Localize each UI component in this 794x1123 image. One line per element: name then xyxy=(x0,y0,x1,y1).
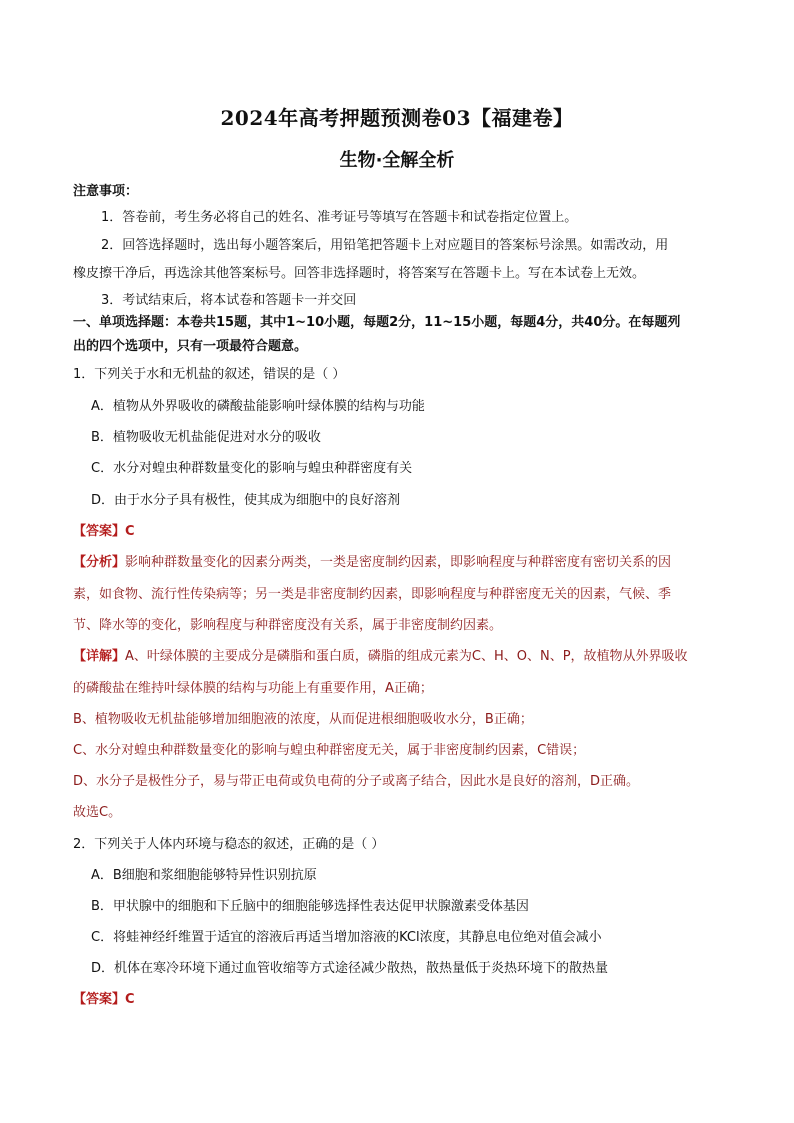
question-1-detail-line-5: D、水分子是极性分子，易与带正电荷或负电荷的分子或离子结合，因此水是良好的溶剂，D正确。 xyxy=(73,774,640,789)
notice-item-2-cont: 橡皮擦干净后，再选涂其他答案标号。回答非选择题时，将答案写在答题卡上。写在本试卷上无效。 xyxy=(73,266,646,281)
question-2-option-b: B．甲状腺中的细胞和下丘脑中的细胞能够选择性表达促甲状腺激素受体基因 xyxy=(91,899,529,914)
question-1-analysis-line-2: 素，如食物、流行性传染病等；另一类是非密度制约因素，即影响程度与种群密度无关的因素，气候、季 xyxy=(73,587,672,602)
question-1-option-b: B．植物吸收无机盐能促进对水分的吸收 xyxy=(91,430,321,445)
question-1-detail-line-6: 故选C。 xyxy=(73,805,122,820)
question-1-stem: 1．下列关于水和无机盐的叙述，错误的是（ ） xyxy=(73,367,346,382)
notice-item-2: 2．回答选择题时，选出每小题答案后，用铅笔把答题卡上对应题目的答案标号涂黑。如需改动，用 xyxy=(101,238,669,253)
answer-tag: 【答案】 xyxy=(73,524,126,539)
question-1-detail-line-4: C、水分对蝗虫种群数量变化的影响与蝗虫种群密度无关，属于非密度制约因素，C错误； xyxy=(73,743,586,758)
question-1-analysis-line-1 xyxy=(73,554,671,572)
question-1-answer xyxy=(73,523,135,541)
answer-value: C xyxy=(125,524,135,539)
notice-item-1: 1．答卷前，考生务必将自己的姓名、准考证号等填写在答题卡和试卷指定位置上。 xyxy=(101,210,578,225)
question-2-option-d: D．机体在寒冷环境下通过血管收缩等方式途径减少散热，散热量低于炎热环境下的散热量 xyxy=(91,961,609,976)
question-1-detail-line-3: B、植物吸收无机盐能够增加细胞液的浓度，从而促进根细胞吸收水分，B正确； xyxy=(73,712,533,727)
detail-tag: 【详解】 xyxy=(73,649,126,664)
question-1-option-c: C．水分对蝗虫种群数量变化的影响与蝗虫种群密度有关 xyxy=(91,461,413,476)
detail-text: A、叶绿体膜的主要成分是磷脂和蛋白质，磷脂的组成元素为C、H、O、N、P，故植物从外界吸收 xyxy=(125,649,688,664)
analysis-tag: 【分析】 xyxy=(73,555,126,570)
question-1-analysis-line-3: 节、降水等的变化，影响程度与种群密度没有关系，属于非密度制约因素。 xyxy=(73,618,503,633)
question-1-option-d: D．由于水分子具有极性，使其成为细胞中的良好溶剂 xyxy=(91,493,401,508)
question-2-option-c: C．将蛙神经纤维置于适宜的溶液后再适当增加溶液的KCl浓度，其静息电位绝对值会减小 xyxy=(91,930,602,945)
question-2-stem: 2．下列关于人体内环境与稳态的叙述，正确的是（ ） xyxy=(73,837,385,852)
question-1-detail-line-1 xyxy=(73,648,688,666)
question-1-option-a: A．植物从外界吸收的磷酸盐能影响叶绿体膜的结构与功能 xyxy=(91,399,425,414)
section-heading: 一、单项选择题：本卷共15题，其中1~10小题，每题2分，11~15小题，每题4分，共40分。在每题列 xyxy=(73,315,681,330)
analysis-text: 影响种群数量变化的因素分两类，一类是密度制约因素，即影响程度与种群密度有密切关系的因 xyxy=(125,555,672,570)
notice-heading: 注意事项： xyxy=(73,184,139,199)
answer-tag: 【答案】 xyxy=(73,992,126,1007)
section-heading-cont: 出的四个选项中，只有一项最符合题意。 xyxy=(73,339,308,354)
page-subtitle: 生物·全解全析 xyxy=(339,150,455,171)
question-2-option-a: A．B细胞和浆细胞能够特异性识别抗原 xyxy=(91,868,317,883)
answer-value: C xyxy=(125,992,135,1007)
page-title: 2024年高考押题预测卷03【福建卷】 xyxy=(220,106,574,130)
notice-item-3: 3．考试结束后，将本试卷和答题卡一并交回 xyxy=(101,293,357,308)
question-1-detail-line-2: 的磷酸盐在维持叶绿体膜的结构与功能上有重要作用，A正确； xyxy=(73,681,433,696)
question-2-answer xyxy=(73,991,135,1009)
